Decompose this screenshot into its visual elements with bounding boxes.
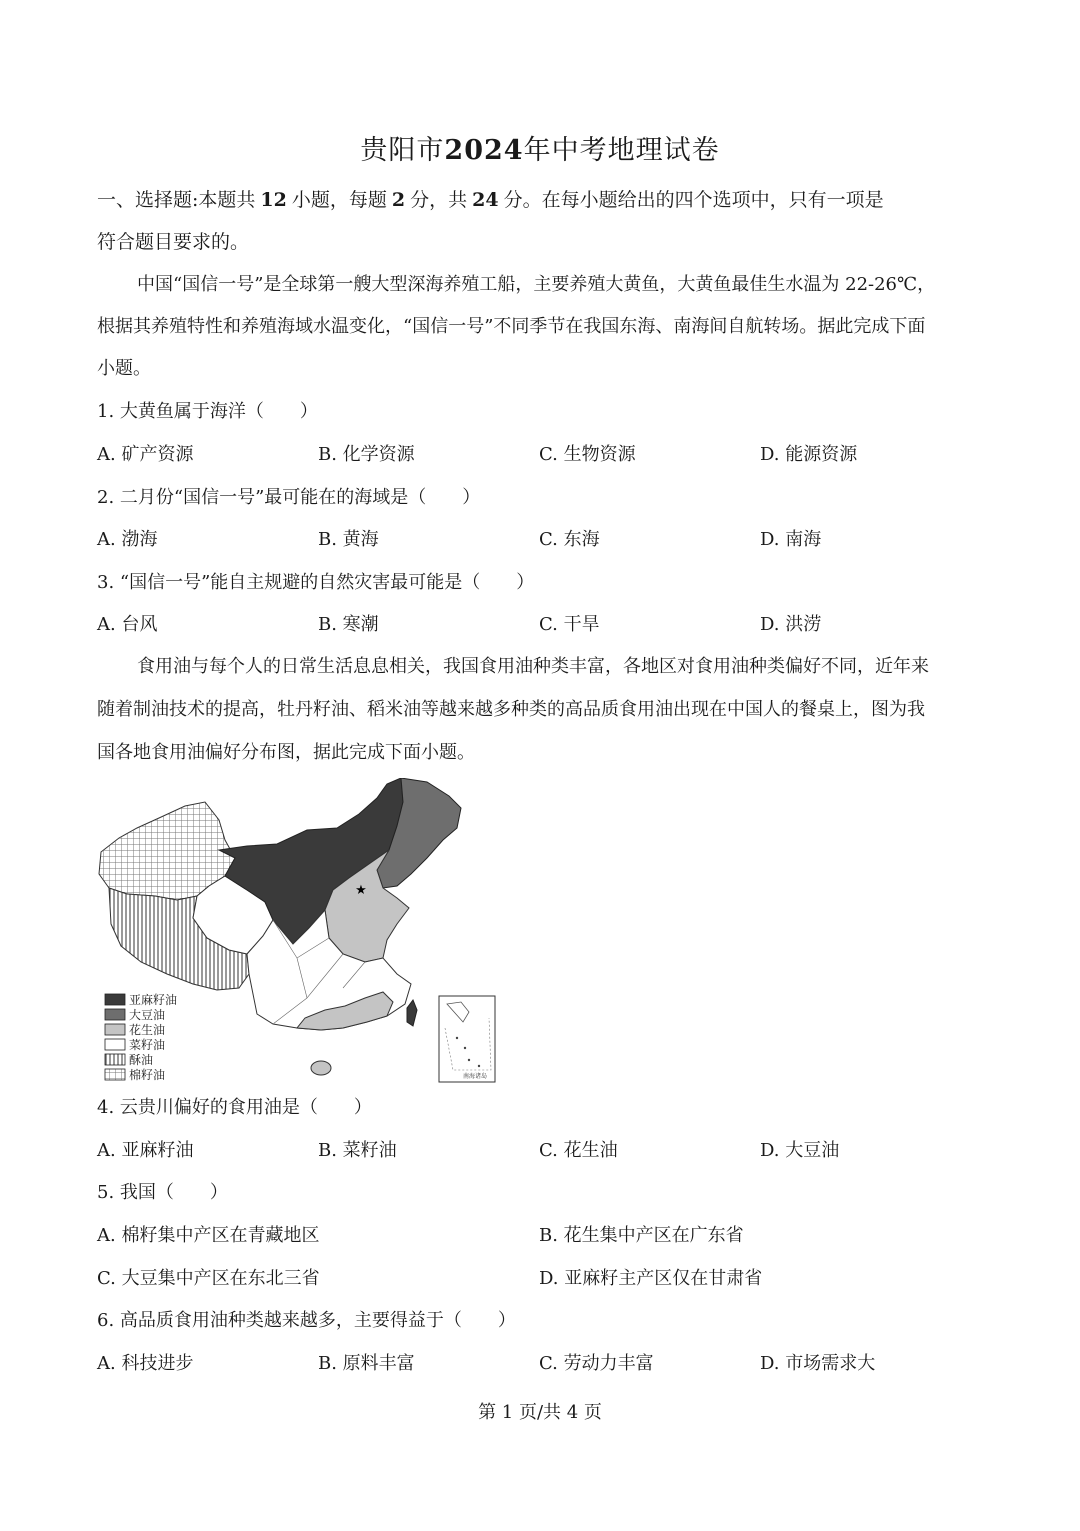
legend-swatch-cottonseed [105, 1069, 125, 1080]
inset-label: 南海诸岛 [462, 1073, 488, 1080]
edible-oil-preference-map [97, 778, 497, 1083]
section-header-line2: 符合题目要求的。 [97, 231, 250, 253]
q3-option-a: A. 台风 [97, 614, 158, 635]
legend-label-linseed: 亚麻籽油 [129, 993, 178, 1007]
q3-option-b: B. 寒潮 [318, 614, 379, 635]
page-footer: 第 1 页/共 4 页 [478, 1402, 602, 1423]
legend-label-cottonseed: 棉籽油 [129, 1068, 166, 1082]
q2-option-b: B. 黄海 [318, 529, 379, 550]
question-5-stem: 5. 我国（ ） [97, 1182, 228, 1203]
passage2-line2: 随着制油技术的提高，牡丹籽油、稻米油等越来越多种类的高品质食用油出现在中国人的餐桌上，图为我 [97, 699, 925, 720]
legend-label-soybean: 大豆油 [129, 1008, 166, 1022]
question-6-stem: 6. 高品质食用油种类越来越多，主要得益于（ ） [97, 1310, 516, 1331]
passage2-line3: 国各地食用油偏好分布图，据此完成下面小题。 [97, 742, 475, 763]
q4-option-c: C. 花生油 [539, 1140, 618, 1161]
legend-swatch-rapeseed [105, 1039, 125, 1050]
page-title: 贵阳市2024年中考地理试卷 [360, 135, 720, 166]
region-taiwan [407, 1000, 417, 1026]
passage1-line1: 中国“国信一号”是全球第一艘大型深海养殖工船，主要养殖大黄鱼，大黄鱼最佳生水温为 22-26℃， [137, 274, 936, 295]
legend-swatch-linseed [105, 994, 125, 1005]
q6-option-b: B. 原料丰富 [318, 1353, 415, 1374]
q1-option-d: D. 能源资源 [760, 444, 858, 465]
q6-option-c: C. 劳动力丰富 [539, 1353, 654, 1374]
q2-option-c: C. 东海 [539, 529, 600, 550]
region-hainan [311, 1061, 331, 1075]
question-3-stem: 3. “国信一号”能自主规避的自然灾害最可能是（ ） [97, 572, 535, 593]
legend-label-butter: 酥油 [129, 1053, 154, 1067]
passage1-line3: 小题。 [97, 358, 151, 379]
q5-option-d: D. 亚麻籽主产区仅在甘肃省 [539, 1268, 763, 1289]
q4-option-b: B. 菜籽油 [318, 1140, 397, 1161]
q6-option-d: D. 市场需求大 [760, 1353, 876, 1374]
q4-option-a: A. 亚麻籽油 [97, 1140, 194, 1161]
passage1-line2: 根据其养殖特性和养殖海域水温变化，“国信一号”不同季节在我国东海、南海间自航转场。据此完成下面 [97, 316, 926, 337]
legend-label-peanut: 花生油 [129, 1023, 166, 1037]
passage2-line1: 食用油与每个人的日常生活息息相关，我国食用油种类丰富，各地区对食用油种类偏好不同，近年来 [137, 656, 929, 677]
map-legend [105, 992, 177, 1082]
question-4-stem: 4. 云贵川偏好的食用油是（ ） [97, 1097, 372, 1118]
q2-option-a: A. 渤海 [97, 529, 158, 550]
q3-option-d: D. 洪涝 [760, 614, 822, 635]
question-1-stem: 1. 大黄鱼属于海洋（ ） [97, 401, 318, 422]
legend-swatch-butter [105, 1054, 125, 1065]
q4-option-d: D. 大豆油 [760, 1140, 840, 1161]
q6-option-a: A. 科技进步 [97, 1353, 194, 1374]
q5-option-b: B. 花生集中产区在广东省 [539, 1225, 744, 1246]
legend-label-rapeseed: 菜籽油 [129, 1038, 166, 1052]
q3-option-c: C. 干旱 [539, 614, 600, 635]
question-2-stem: 2. 二月份“国信一号”最可能在的海域是（ ） [97, 487, 481, 508]
legend-swatch-soybean [105, 1009, 125, 1020]
legend-swatch-peanut [105, 1024, 125, 1035]
q5-option-a: A. 棉籽集中产区在青藏地区 [97, 1225, 320, 1246]
q1-option-a: A. 矿产资源 [97, 444, 194, 465]
q2-option-d: D. 南海 [760, 529, 822, 550]
q1-option-c: C. 生物资源 [539, 444, 636, 465]
capital-star-icon: ★ [355, 883, 367, 898]
q1-option-b: B. 化学资源 [318, 444, 415, 465]
q5-option-c: C. 大豆集中产区在东北三省 [97, 1268, 320, 1289]
section-header: 一、选择题:本题共 12 小题，每题 2 分，共 24 分。在每小题给出的四个选项中，只有一项是 [97, 189, 884, 211]
